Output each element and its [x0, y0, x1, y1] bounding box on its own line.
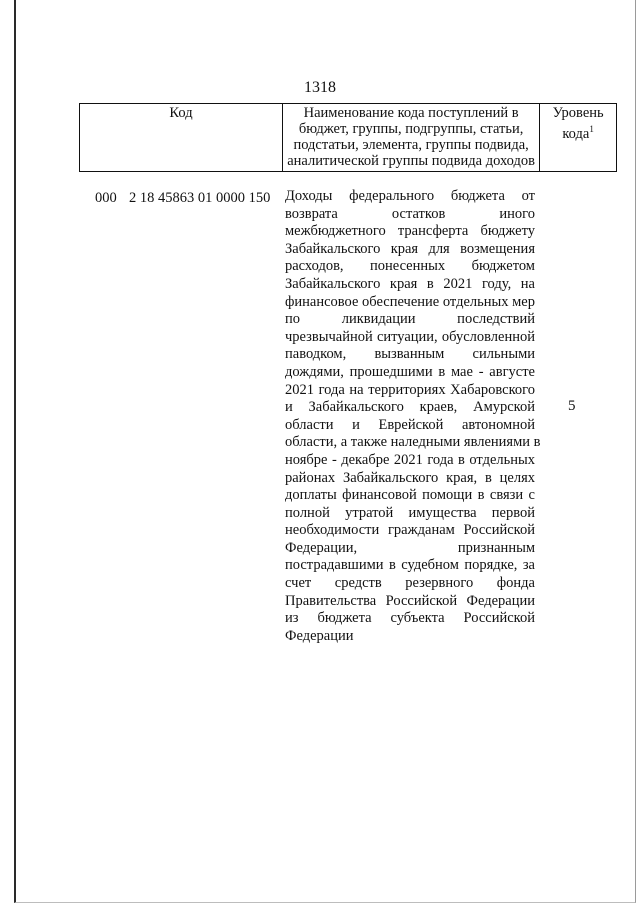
- header-name-line: Наименование кода поступлений в: [303, 105, 519, 121]
- description-line: дождями, прошедшими в мае - августе: [285, 363, 535, 380]
- description-line: возврата остатков иного: [285, 205, 535, 222]
- description-line: Правительства Российской Федерации: [285, 592, 535, 609]
- description-line: области, а также наледными явлениями в: [285, 434, 541, 451]
- page-number: 1318: [304, 79, 336, 96]
- row-description: [285, 188, 541, 645]
- description-line: Доходы федерального бюджета от: [285, 188, 535, 204]
- description-line: из бюджета субъекта Российской: [285, 610, 535, 627]
- description-line: паводком, вызванным сильными: [285, 346, 535, 363]
- header-row: [80, 104, 617, 172]
- row-income-code: 2 18 45863 01 0000 150: [129, 190, 271, 206]
- description-line: по ликвидации последствий: [285, 311, 535, 328]
- description-line: расходов, понесенных бюджетом: [285, 258, 535, 275]
- footnote-marker: 1: [589, 124, 594, 134]
- description-line: области и Еврейской автономной: [285, 416, 535, 433]
- description-line: Федерации, признанным: [285, 539, 535, 556]
- description-line: Забайкальского края для возмещения: [285, 240, 535, 257]
- description-line: необходимости гражданам Российской: [285, 522, 535, 539]
- description-line: чрезвычайной ситуации, обусловленной: [285, 328, 535, 345]
- header-name-line: аналитической группы подвида доходов: [287, 153, 535, 169]
- description-line: финансовое обеспечение отдельных мер: [285, 293, 535, 310]
- description-line: Федерации: [285, 627, 354, 644]
- description-line: доплаты финансовой помощи в связи с: [285, 487, 535, 504]
- header-name-line: бюджет, группы, подгруппы, статьи,: [298, 121, 524, 137]
- header-name-line: подстатьи, элемента, группы подвида,: [293, 137, 529, 153]
- header-level: [540, 104, 617, 172]
- header-level-line: Уровень: [552, 105, 604, 121]
- header-table: [79, 103, 617, 172]
- description-line: счет средств резервного фонда: [285, 575, 535, 592]
- description-line: и Забайкальского краев, Амурской: [285, 399, 535, 416]
- header-level-line: кода: [562, 126, 590, 142]
- header-name: [283, 104, 540, 172]
- description-line: 2021 года на территориях Хабаровского: [285, 381, 535, 398]
- header-code-label: Код: [169, 105, 193, 121]
- description-line: районах Забайкальского края, в целях: [285, 469, 535, 486]
- description-line: ноябре - декабре 2021 года в отдельных: [285, 451, 535, 468]
- header-code: [80, 104, 283, 172]
- description-line: межбюджетного трансферта бюджету: [285, 223, 535, 240]
- description-line: Забайкальского края в 2021 году, на: [285, 275, 535, 292]
- description-line: полной утратой имущества первой: [285, 504, 535, 521]
- row-level: 5: [568, 398, 576, 414]
- description-line: пострадавшими в судебном порядке, за: [285, 557, 535, 574]
- row-admin-code: 000: [95, 190, 117, 206]
